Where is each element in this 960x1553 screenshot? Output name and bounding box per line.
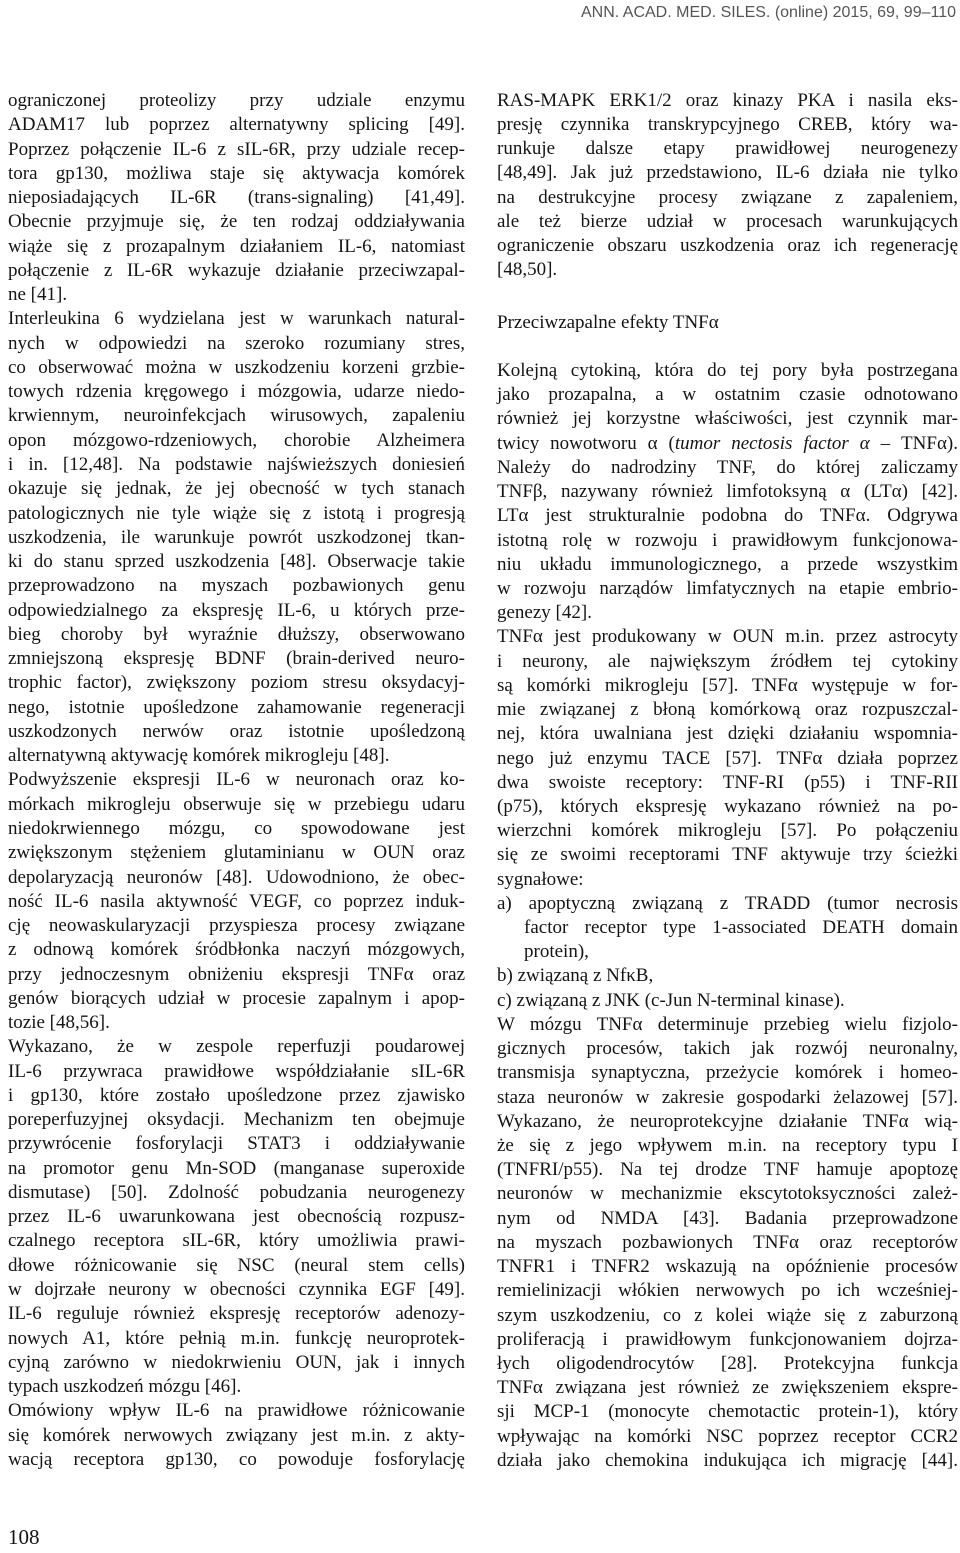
text-line: przywrócenie fosforylacji STAT3 i oddziaływanie [8, 1133, 465, 1155]
text-line: towych rdzenia kręgowego i mózgowia, udarze niedo- [8, 381, 465, 403]
text-line: nych w odpowiedzi na szeroko rozumiany stres, [8, 332, 465, 354]
right-column-body [497, 359, 958, 1473]
list-item-continuation: protein), [524, 941, 589, 963]
text-line: krwiennym, neuroinfekcjach wirusowych, zapaleniu [8, 405, 465, 427]
text-line: szym uszkodzeniu, co z kolei wiąże się z zaburzoną [497, 1304, 958, 1326]
text-line: typach uszkodzeń mózgu [46]. [8, 1376, 242, 1398]
text-line: Kolejną cytokiną, która do tej pory była postrzegana [497, 360, 958, 381]
text-line: transmisja synaptyczna, przeżycie komórek i homeo- [497, 1062, 958, 1084]
page-number: 108 [8, 1525, 40, 1549]
text-line: Omówiony wpływ IL-6 na prawidłowe różnicowanie [8, 1400, 465, 1422]
text-line: IL-6 przywraca prawidłowe współdziałanie sIL-6R [8, 1060, 465, 1082]
text-line: (p75), których ekspresję wykazano również na po- [497, 795, 958, 817]
text-line: patologicznych nie tyle wiąże się z istotą i progresją [8, 502, 465, 524]
text-line: ne [41]. [8, 284, 68, 306]
text-line: nieposiadających IL-6R (trans-signaling) [41,49]. [8, 187, 465, 209]
section-heading: Przeciwzapalne efekty TNFα [497, 312, 719, 333]
text-line: tozie [48,56]. [8, 1012, 110, 1034]
text-line: okazuje się jednak, że jej obecność w tych stanach [8, 478, 465, 500]
text-line: że się z jego wpływem m.in. na receptory typu I [497, 1135, 958, 1156]
text-line: ki do stanu sprzed uszkodzenia [48]. Obserwacje takie [8, 551, 465, 573]
text-line: połączenie z IL-6R wykazuje działanie przeciwzapal- [8, 259, 465, 281]
text-line: wierzchni komórek mikrogleju [57]. Po połączeniu [497, 820, 958, 842]
text-line: Podwyższenie ekspresji IL-6 w neuronach oraz ko- [8, 769, 465, 791]
text-line: runkuje dalsze etapy prawidłowej neurogenezy [497, 138, 958, 160]
text-line: Należy do nadrodziny TNF, do której zaliczamy [497, 456, 958, 478]
text-line: dłowe różnicowanie się NSC (neural stem cells) [8, 1254, 465, 1276]
left-column [8, 89, 465, 1472]
text-line: poreperfuzyjnej oksydacji. Mechanizm ten obejmuje [8, 1109, 465, 1131]
text-line: i neurony, ale największym źródłem tej cytokiny [497, 650, 958, 672]
text-line: ograniczenie obszaru uszkodzenia oraz ich regenerację [497, 234, 958, 256]
text-line: Interleukina 6 wydzielana jest w warunkach natural- [8, 308, 465, 330]
text-line: czalnego receptora sIL-6R, który umożliwia prawi- [8, 1230, 465, 1252]
text-line: ale też bierze udział w procesach warunkujących [497, 210, 958, 232]
text-line: remielinizacji włókien nerwowych po ich wcześniej- [497, 1280, 958, 1302]
text-line: dismutase) [50]. Zdolność pobudzania neurogenezy [8, 1181, 465, 1203]
text-line: przy jednoczesnym obniżeniu ekspresji TNFα oraz [8, 963, 465, 985]
text-line: Wykazano, że w zespole reperfuzji poudarowej [8, 1036, 465, 1058]
text-line: gicznych procesów, takich jak rozwój neuronalny, [497, 1038, 958, 1060]
text-line: również jej korzystne właściwości, jest czynnik mar- [497, 408, 958, 430]
text-line: łych oligodendrocytów [28]. Protekcyjna funkcja [497, 1352, 958, 1374]
text-line: presję czynnika transkrypcyjnego CREB, który wa- [497, 114, 958, 136]
text-line: nej, która uwalniana jest dzięki działaniu wspomnia- [497, 723, 958, 745]
text-line: dwa swoiste receptory: TNF-RI (p55) i TNF-RII [497, 771, 958, 793]
text-line: niedokrwiennego mózgu, co spowodowane jest [8, 817, 465, 839]
text-line: genów biorących udział w procesie zapalnym i apop- [8, 987, 465, 1009]
text-line: tora gp130, możliwa staje się aktywacja komórek [8, 162, 465, 184]
text-line: na myszach pozbawionych TNFα oraz receptorów [497, 1231, 958, 1253]
text-line: [48,50]. [497, 258, 558, 280]
text-line: uszkodzenia, ile warunkuje powrót uszkodzonej tkan- [8, 526, 465, 548]
text-line: depolaryzacją neuronów [48]. Udowodniono, że obec- [8, 866, 465, 888]
text-segment: – TNFα). [869, 432, 958, 454]
text-line: istotną rolę w rozwoju i prawidłowym funkcjonowa- [497, 529, 958, 551]
text-line: w dojrzałe neurony w obecności czynnika EGF [49]. [8, 1279, 465, 1301]
text-line: nym od NMDA [43]. Badania przeprowadzone [497, 1207, 958, 1229]
text-line: sji MCP-1 (monocyte chemotactic protein-1), który [497, 1401, 958, 1423]
text-line: uszkodzonych nerwów oraz istotnie upośledzoną [8, 720, 465, 742]
text-line: TNFα jest produkowany w OUN m.in. przez astrocyty [497, 626, 958, 648]
right-column-top [497, 89, 958, 282]
text-line: przez IL-6 uwarunkowana jest obecnością rozpusz- [8, 1206, 465, 1228]
text-line [497, 432, 958, 456]
text-line: mórkach mikrogleju obserwuje się w przebiegu udaru [8, 793, 465, 815]
text-line: neuronów w mechanizmie ekscytotoksyczności zależ- [497, 1183, 958, 1205]
text-segment: twicy nowotworu α ( [497, 432, 675, 454]
text-line: [48,49]. Jak już przedstawiono, IL-6 działa nie tylko [497, 162, 958, 184]
running-header: ANN. ACAD. MED. SILES. (online) 2015, 69, 99–110 [580, 4, 956, 21]
text-line: się ze swoimi receptorami TNF aktywuje trzy ścieżki [497, 844, 958, 866]
text-line: cję neowaskularyzacji przyspiesza procesy związane [8, 915, 465, 937]
text-line: odpowiedzialnego za ekspresję IL-6, u których prze- [8, 599, 465, 621]
text-line: zmniejszoną ekspresję BDNF (brain-derived neuro- [8, 648, 465, 670]
text-line: TNFR1 i TNFR2 wskazują na opóźnienie procesów [497, 1256, 958, 1278]
text-line: mie związanej z błoną komórkową oraz rozpuszczal- [497, 699, 958, 721]
text-line: (TNFRI/p55). Na tej drodze TNF hamuje apoptozę [497, 1159, 958, 1181]
text-line: ADAM17 lub poprzez alternatywny splicing [49]. [8, 114, 465, 136]
text-line: proliferacją i prawidłowym funkcjonowaniem dojrza- [497, 1328, 958, 1350]
text-line: TNFβ, nazywany również limfotoksyną α (LTα) [42]. [497, 481, 958, 503]
text-line: staza neuronów w zakresie gospodarki żelazowej [57]. [497, 1086, 958, 1108]
text-line: genezy [42]. [497, 602, 592, 624]
text-line: zwiększonym stężeniem glutaminianu w OUN oraz [8, 842, 465, 864]
text-line: co obserwować można w uszkodzeniu korzeni grzbie- [8, 356, 465, 378]
text-line: RAS-MAPK ERK1/2 oraz kinazy PKA i nasila eks- [497, 90, 958, 111]
text-line: IL-6 reguluje również ekspresję receptorów adenozy- [8, 1303, 465, 1325]
text-line: niu układu immunologicznego, a przede wszystkim [497, 553, 958, 575]
text-line: wiąże się z prozapalnym działaniem IL-6, natomiast [8, 235, 465, 257]
text-line: Wykazano, że neuroprotekcyjne działanie TNFα wią- [497, 1110, 958, 1132]
text-line: i in. [12,48]. Na podstawie najświeższych doniesień [8, 453, 465, 475]
text-line: TNFα związana jest również ze zwiększeniem ekspre- [497, 1377, 958, 1399]
text-line: nego już enzymu TACE [57]. TNFα działa poprzez [497, 747, 958, 769]
text-line: i gp130, które zostało upośledzone przez zjawisko [8, 1084, 465, 1106]
text-line: nego, istotnie upośledzone zahamowanie regeneracji [8, 696, 465, 718]
text-line: LTα jest strukturalnie podobna do TNFα. Odgrywa [497, 505, 958, 527]
text-line: W mózgu TNFα determinuje przebieg wielu fizjolo- [497, 1013, 958, 1035]
text-line: przeprowadzono na myszach pozbawionych genu [8, 575, 465, 597]
text-line: jako prozapalna, a w ostatnim czasie odnotowano [497, 384, 958, 406]
text-line: w rozwoju narządów limfatycznych na etapie embrio- [497, 577, 958, 599]
text-line: cyjną zarówno w niedokrwieniu OUN, jak i innych [8, 1351, 465, 1373]
list-item-continuation: factor receptor type 1-associated DEATH domain [524, 917, 958, 939]
text-line: na destrukcyjne procesy związane z zapaleniem, [497, 186, 958, 208]
text-line: działa jako chemokina indukująca ich migrację [44]. [497, 1449, 958, 1471]
list-item: b) związaną z NfκB, [497, 965, 654, 987]
list-item: c) związaną z JNK (c-Jun N-terminal kinase). [497, 989, 845, 1011]
italic-term: tumor nectosis factor α [674, 432, 870, 454]
text-line: Obecnie przyjmuje się, że ten rodzaj oddziaływania [8, 211, 465, 233]
text-line: Poprzez połączenie IL-6 z sIL-6R, przy udziale recep- [8, 138, 465, 160]
text-line: wpływając na komórki NSC poprzez receptor CCR2 [497, 1425, 958, 1447]
text-line: opon mózgowo-rdzeniowych, chorobie Alzheimera [8, 429, 465, 451]
text-line: są komórki mikrogleju [57]. TNFα występuje w for- [497, 674, 958, 696]
text-line: ność IL-6 nasila aktywność VEGF, co poprzez induk- [8, 890, 465, 912]
text-line: bieg choroby był wyraźnie dłuższy, obserwowano [8, 623, 465, 645]
text-line: się komórek nerwowych związany jest m.in. z akty- [8, 1424, 465, 1446]
text-line: nowych A1, które pełnią m.in. funkcję neuroprotek- [8, 1327, 465, 1349]
list-item: a) apoptyczną związaną z TRADD (tumor necrosis [497, 892, 958, 914]
text-line: trophic factor), zwiększony poziom stresu oksydacyj- [8, 672, 465, 694]
text-line: sygnałowe: [497, 868, 584, 890]
text-line: wacją receptora gp130, co powoduje fosforylację [8, 1448, 465, 1470]
text-line: alternatywną aktywację komórek mikrogleju [48]. [8, 745, 390, 767]
text-line: z odnową komórek śródbłonka naczyń mózgowych, [8, 939, 465, 961]
text-line: ograniczonej proteolizy przy udziale enzymu [8, 90, 465, 111]
text-line: na promotor genu Mn-SOD (manganase superoxide [8, 1157, 465, 1179]
